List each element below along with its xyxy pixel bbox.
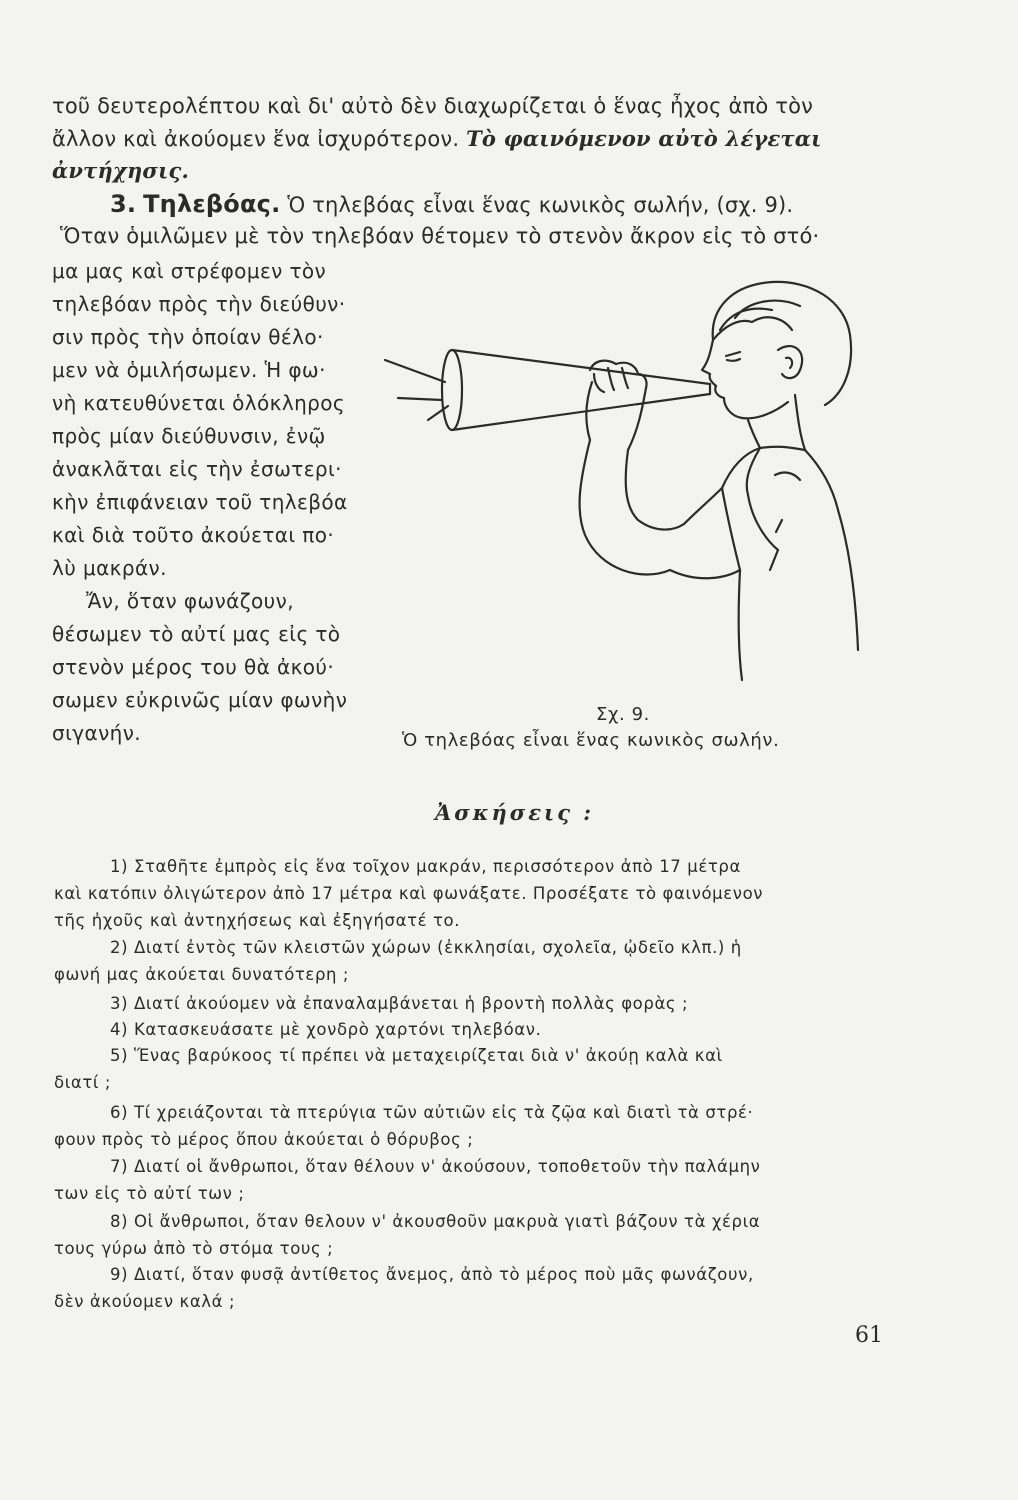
exercise-line-9: διατί ; xyxy=(54,1073,112,1092)
body-line-13: θέσωμεν τὸ αὐτί μας εἰς τὸ xyxy=(52,622,341,646)
exercise-line-7: 4) Κατασκευάσατε μὲ χονδρὸ χαρτόνι τηλεβόαν. xyxy=(110,1020,542,1039)
figure-caption: Ὁ τηλεβόας εἶναι ἕνας κωνικὸς σωλήν. xyxy=(402,730,780,751)
exercise-line-6: 3) Διατί ἀκούομεν νὰ ἐπαναλαμβάνεται ἡ βροντὴ πολλὰς φορὰς ; xyxy=(110,994,689,1013)
intro-line-2 xyxy=(52,125,822,153)
page-number: 61 xyxy=(855,1323,883,1348)
exercise-line-1: 1) Σταθῆτε ἐμπρὸς εἰς ἕνα τοῖχον μακράν, περισσότερον ἀπὸ 17 μέτρα xyxy=(110,857,741,876)
body-line-7: πρὸς μίαν διεύθυνσιν, ἐνῷ xyxy=(52,424,326,448)
exercise-line-11: φουν πρὸς τὸ μέρος ὅπου ἀκούεται ὁ θόρυβος ; xyxy=(54,1130,474,1149)
intro-line-2-italic: Τὸ φαινόμενον αὐτὸ λέγεται xyxy=(466,126,822,151)
figure-label: Σχ. 9. xyxy=(596,704,650,725)
boy-head xyxy=(702,282,851,450)
exercise-line-16: 9) Διατί, ὅταν φυσᾷ ἀντίθετος ἄνεμος, ἀπὸ τὸ μέρος ποὺ μᾶς φωνάζουν, xyxy=(110,1265,754,1284)
body-line-9: κὴν ἐπιφάνειαν τοῦ τηλεβόα xyxy=(52,490,348,514)
body-line-15: σωμεν εὐκρινῶς μίαν φωνὴν xyxy=(52,688,348,712)
exercises-title: Ἀσκήσεις : xyxy=(435,800,595,825)
body-line-2: μα μας καὶ στρέφομεν τὸν xyxy=(52,259,327,283)
exercise-line-3: τῆς ἠχοῦς καὶ ἀντηχήσεως καὶ ἐξηγήσατέ το. xyxy=(54,911,461,930)
body-line-16: σιγανήν. xyxy=(52,721,142,745)
exercise-line-5: φωνή μας ἀκούεται δυνατότερη ; xyxy=(54,965,350,984)
body-line-11: λὺ μακράν. xyxy=(52,556,167,580)
body-line-5: μεν νὰ ὁμιλήσωμεν. Ἡ φω· xyxy=(52,358,326,382)
exercise-line-4: 2) Διατί ἐντὸς τῶν κλειστῶν χώρων (ἐκκλησίαι, σχολεῖα, ᾠδεῖο κλπ.) ἡ xyxy=(110,938,742,957)
megaphone-cone xyxy=(442,350,710,430)
intro-line-1: τοῦ δευτερολέπτου καὶ δι' αὐτὸ δὲν διαχωρίζεται ὁ ἕνας ἦχος ἀπὸ τὸν xyxy=(52,94,814,118)
boy-hand xyxy=(586,361,646,450)
exercise-line-13: των εἰς τὸ αὐτί των ; xyxy=(54,1184,245,1203)
sound-wave-lines xyxy=(385,360,448,420)
body-line-10: καὶ διὰ τοῦτο ἀκούεται πο· xyxy=(52,523,335,547)
body-line-14: στενὸν μέρος του θὰ ἀκού· xyxy=(52,655,335,679)
intro-line-2-text: ἄλλον καὶ ἀκούομεν ἕνα ἰσχυρότερον. xyxy=(52,127,460,151)
exercise-line-12: 7) Διατί οἱ ἄνθρωποι, ὅταν θέλουν ν' ἀκούσουν, τοποθετοῦν τὴν παλάμην xyxy=(110,1157,761,1176)
body-line-1: Ὅταν ὁμιλῶμεν μὲ τὸν τηλεβόαν θέτομεν τὸ στενὸν ἄκρον εἰς τὸ στό· xyxy=(60,224,820,248)
exercise-line-14: 8) Οἱ ἄνθρωποι, ὅταν θελουν ν' ἀκουσθοῦν μακρυὰ γιατὶ βάζουν τὰ χέρια xyxy=(110,1212,761,1231)
intro-line-3-term: ἀντήχησις. xyxy=(52,158,189,183)
exercise-line-15: τους γύρω ἀπὸ τὸ στόμα τους ; xyxy=(54,1239,334,1258)
boy-arm-shirt xyxy=(580,440,858,680)
body-line-8: ἀνακλᾶται εἰς τὴν ἐσωτερι· xyxy=(52,457,342,481)
exercise-line-2: καὶ κατόπιν ὀλιγώτερον ἀπὸ 17 μέτρα καὶ φωνάξατε. Προσέξατε τὸ φαινόμενον xyxy=(54,884,764,903)
body-line-12: Ἄν, ὅταν φωνάζουν, xyxy=(86,589,294,613)
body-line-3: τηλεβόαν πρὸς τὴν διεύθυν· xyxy=(52,292,346,316)
section-title: Τηλεβόας. xyxy=(143,190,281,218)
section-number: 3. xyxy=(110,190,137,218)
body-line-4: σιν πρὸς τὴν ὁποίαν θέλο· xyxy=(52,325,324,349)
exercise-line-10: 6) Τί χρειάζονται τὰ πτερύγια τῶν αὐτιῶν εἰς τὰ ζῷα καὶ διατὶ τὰ στρέ· xyxy=(110,1103,754,1122)
section-first-line: Ὁ τηλεβόας εἶναι ἕνας κωνικὸς σωλήν, (σχ. 9). xyxy=(287,193,794,217)
exercise-line-17: δὲν ἀκούομεν καλά ; xyxy=(54,1292,236,1311)
body-line-6: νὴ κατευθύνεται ὁλόκληρος xyxy=(52,391,346,415)
section-3-heading xyxy=(110,190,793,219)
megaphone-illustration xyxy=(380,270,860,730)
exercise-line-8: 5) Ἕνας βαρύκοος τί πρέπει νὰ μεταχειρίζεται διὰ ν' ἀκούῃ καλὰ καὶ xyxy=(110,1046,723,1065)
